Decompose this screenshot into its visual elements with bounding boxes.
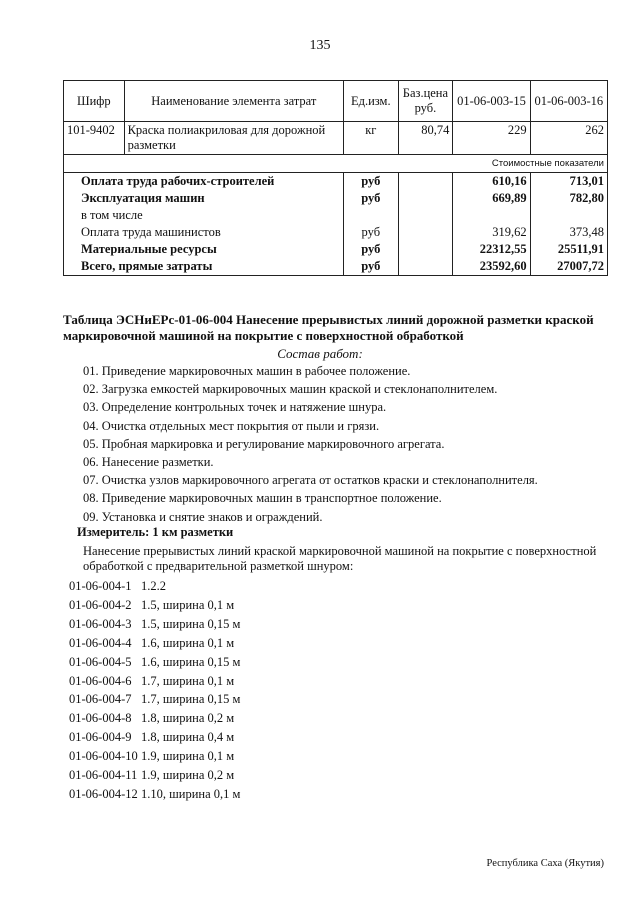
summary-empty [398, 224, 453, 241]
header-unit: Ед.изм. [344, 81, 398, 122]
summary-row [64, 258, 608, 276]
codes-list [69, 577, 240, 804]
material-name: Краска полиакриловая для дорожной разметки [124, 122, 344, 155]
header-col-16: 01-06-003-16 [530, 81, 607, 122]
list-item [69, 728, 240, 747]
summary-empty [398, 207, 453, 224]
code: 01-06-004-6 [69, 673, 132, 688]
code-text: 1.7, ширина 0,15 м [141, 692, 241, 707]
header-col-15: 01-06-003-15 [453, 81, 530, 122]
code-text: 1.5, ширина 0,1 м [141, 597, 235, 612]
summary-value-15: 610,16 [453, 173, 530, 191]
summary-row [64, 190, 608, 207]
code-text: 1.2.2 [141, 579, 166, 593]
code: 01-06-004-12 [69, 786, 138, 801]
code: 01-06-004-3 [69, 616, 132, 631]
code-text: 1.6, ширина 0,15 м [141, 654, 241, 669]
summary-unit [344, 207, 398, 224]
list-item: 01. Приведение маркировочных машин в рабочее положение. [83, 364, 411, 378]
list-item [69, 785, 240, 804]
table-header-row [64, 81, 608, 122]
summary-value-16: 782,80 [530, 190, 607, 207]
summary-row [64, 241, 608, 258]
list-item [69, 690, 240, 709]
list-item: 07. Очистка узлов маркировочного агрегата от остатков краски и стеклонаполнителя. [83, 473, 538, 488]
meter-label: Измеритель: 1 км разметки [77, 525, 234, 539]
code-text: 1.5, ширина 0,15 м [141, 616, 241, 631]
summary-value-16: 25511,91 [530, 241, 607, 258]
code-text: 1.6, ширина 0,1 м [141, 635, 235, 650]
code: 01-06-004-11 [69, 768, 138, 783]
summary-name: в том числе [64, 207, 344, 224]
code: 01-06-004-9 [69, 730, 132, 745]
code: 01-06-004-10 [69, 749, 138, 764]
material-value-15: 229 [453, 122, 530, 155]
header-base-price: Баз.цена руб. [398, 81, 453, 122]
summary-value-15: 669,89 [453, 190, 530, 207]
material-value-16: 262 [530, 122, 607, 155]
summary-unit: руб [344, 258, 398, 276]
summary-unit: руб [344, 241, 398, 258]
section-title: Таблица ЭСНиЕРс-01-06-004 Нанесение прерывистых линий дорожной разметки краской маркировочной машиной на покрытие с поверхностной обработкой [63, 312, 594, 343]
summary-value-15: 319,62 [453, 224, 530, 241]
summary-unit: руб [344, 224, 398, 241]
code-text: 1.9, ширина 0,2 м [141, 768, 235, 783]
list-item: 03. Определение контрольных точек и натяжение шнура. [83, 400, 387, 415]
summary-value-16 [530, 207, 607, 224]
header-code: Шифр [64, 81, 125, 122]
summary-empty [398, 241, 453, 258]
code: 01-06-004-2 [69, 597, 132, 612]
code-text: 1.7, ширина 0,1 м [141, 673, 235, 688]
works-title: Состав работ: [277, 346, 363, 361]
summary-name: Оплата труда машинистов [64, 224, 344, 241]
list-item [69, 747, 240, 766]
summary-value-15: 23592,60 [453, 258, 530, 276]
list-item: 08. Приведение маркировочных машин в транспортное положение. [83, 491, 442, 506]
summary-name: Всего, прямые затраты [64, 258, 344, 276]
list-item [69, 709, 240, 728]
list-item: 09. Установка и снятие знаков и ограждений. [83, 509, 323, 524]
section-label: Стоимостные показатели [64, 155, 608, 173]
summary-name: Эксплуатация машин [64, 190, 344, 207]
material-code: 101-9402 [64, 122, 125, 155]
summary-value-15: 22312,55 [453, 241, 530, 258]
summary-unit: руб [344, 190, 398, 207]
summary-row [64, 207, 608, 224]
list-item: 06. Нанесение разметки. [83, 455, 214, 470]
list-item: 05. Пробная маркировка и регулирование маркировочного агрегата. [83, 436, 445, 451]
code: 01-06-004-1 [69, 579, 132, 593]
works-list [83, 362, 603, 526]
code: 01-06-004-5 [69, 654, 132, 669]
section-label-row [64, 155, 608, 173]
summary-value-16: 373,48 [530, 224, 607, 241]
header-name: Наименование элемента затрат [124, 81, 344, 122]
summary-name: Оплата труда рабочих-строителей [64, 173, 344, 191]
code-text: 1.10, ширина 0,1 м [141, 786, 241, 801]
code: 01-06-004-8 [69, 711, 132, 726]
list-item [69, 634, 240, 653]
list-item: 04. Очистка отдельных мест покрытия от пыли и грязи. [83, 418, 380, 433]
footer-region: Республика Саха (Якутия) [486, 858, 604, 869]
list-item [69, 672, 240, 691]
code-text: 1.9, ширина 0,1 м [141, 749, 235, 764]
list-item [69, 577, 240, 596]
summary-empty [398, 173, 453, 191]
list-item [69, 653, 240, 672]
code: 01-06-004-4 [69, 635, 132, 650]
summary-value-16: 713,01 [530, 173, 607, 191]
list-item [69, 615, 240, 634]
material-row [64, 122, 608, 155]
cost-table [63, 80, 608, 276]
description: Нанесение прерывистых линий краской маркировочной машиной на покрытие с поверхностной обработкой с предварительной разметкой шнуром: [83, 544, 597, 573]
material-unit: кг [344, 122, 398, 155]
page-number: 135 [309, 38, 331, 53]
summary-value-15 [453, 207, 530, 224]
summary-empty [398, 258, 453, 276]
list-item: 02. Загрузка емкостей маркировочных машин краской и стеклонаполнителем. [83, 382, 498, 397]
code-text: 1.8, ширина 0,4 м [141, 730, 235, 745]
summary-row [64, 224, 608, 241]
summary-unit: руб [344, 173, 398, 191]
summary-row [64, 173, 608, 191]
material-base-price: 80,74 [398, 122, 453, 155]
list-item [69, 766, 240, 785]
summary-empty [398, 190, 453, 207]
list-item [69, 596, 240, 615]
code: 01-06-004-7 [69, 692, 132, 707]
summary-value-16: 27007,72 [530, 258, 607, 276]
summary-name: Материальные ресурсы [64, 241, 344, 258]
code-text: 1.8, ширина 0,2 м [141, 711, 235, 726]
